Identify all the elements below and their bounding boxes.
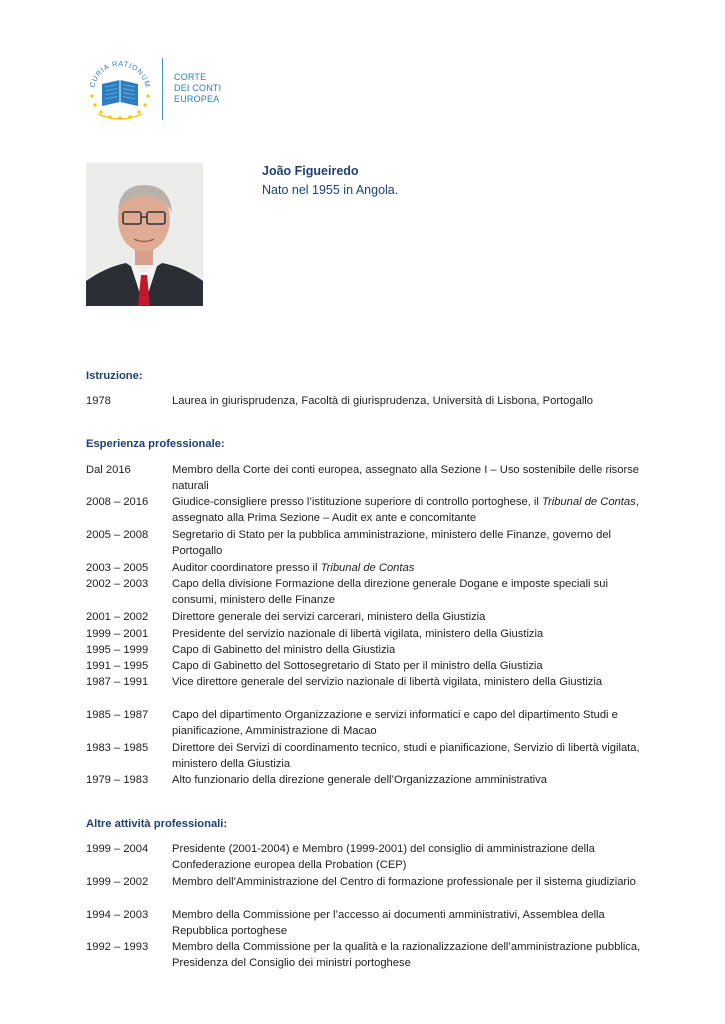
entry-description: Alto funzionario della direzione generale dell’Organizzazione amministrativa [172,774,547,786]
entry-description: Giudice-consigliere presso l’istituzione superiore di controllo portoghese, il Tribunal de Contas, assegnato alla Prima Sezione – Audit ex ante e concomitante [172,496,639,524]
entry-description: Auditor coordinatore presso il Tribunal de Contas [172,562,415,574]
entry-period: 1994 – 2003 [86,909,149,921]
entry-description: Capo del dipartimento Organizzazione e servizi informatici e capo del dipartimento Studi e pianificazione, Amministrazione di Macao [172,709,618,737]
birth-info: Nato nel 1955 in Angola. [262,183,399,197]
entry-period: 1987 – 1991 [86,676,149,688]
person-name: João Figueiredo [262,164,359,178]
entry-period: 2002 – 2003 [86,578,149,590]
logo-wordmark [174,72,221,105]
entry-period: 2001 – 2002 [86,611,149,623]
entry-description: Laurea in giurisprudenza, Facoltà di giurisprudenza, Università di Lisbona, Portogallo [172,395,594,407]
education-heading: Istruzione: [86,370,143,382]
entry-description: Vice direttore generale del servizio nazionale di libertà vigilata, ministero della Giustizia [172,676,603,688]
portrait-photo [86,163,203,306]
entry-description: Membro dell’Amministrazione del Centro di formazione professionale per il sistema giudiziario [172,876,636,888]
logo-ring-text: CURIA RATIONUM [87,58,153,89]
entry-period: 1999 – 2002 [86,876,149,888]
entry-period: 1979 – 1983 [86,774,149,786]
entry-period: 1999 – 2004 [86,843,149,855]
entry-period: 1999 – 2001 [86,628,149,640]
entry-period: 1978 [86,395,111,407]
entry-period: 1985 – 1987 [86,709,149,721]
entry-description: Presidente del servizio nazionale di libertà vigilata, ministero della Giustizia [172,628,544,640]
entry-period: 1983 – 1985 [86,742,149,754]
entry-description: Membro della Commissione per l’accesso ai documenti amministrativi, Assemblea della Repubblica portoghese [172,909,605,937]
logo-divider [162,58,163,120]
entry-period: 1992 – 1993 [86,941,149,953]
entry-period: 2003 – 2005 [86,562,149,574]
entry-description: Presidente (2001-2004) e Membro (1999-2001) del consiglio di amministrazione della Confederazione europea della Probation (CEP) [172,843,595,871]
entry-period: 1991 – 1995 [86,660,149,672]
entry-description: Membro della Commissione per la qualità e la razionalizzazione dell’amministrazione pubblica, Presidenza del Consiglio dei ministri portoghese [172,941,641,969]
entry-description: Direttore dei Servizi di coordinamento tecnico, studi e pianificazione, Servizio di libertà vigilata, ministero della Giustizia [172,742,640,770]
logo-line: EUROPEA [174,94,220,104]
entry-description: Capo di Gabinetto del Sottosegretario di Stato per il ministro della Giustizia [172,660,543,672]
entry-period: Dal 2016 [86,464,131,476]
entry-description: Membro della Corte dei conti europea, assegnato alla Sezione I – Uso sostenibile delle risorse naturali [172,464,640,492]
experience-heading: Esperienza professionale: [86,438,225,450]
entry-description: Capo di Gabinetto del ministro della Giustizia [172,644,396,656]
entry-period: 1995 – 1999 [86,644,149,656]
entry-description: Segretario di Stato per la pubblica amministrazione, ministero delle Finanze, governo del Portogallo [172,529,612,557]
other-activities-heading: Altre attività professionali: [86,818,228,830]
logo-line: CORTE [174,72,207,82]
entry-description: Capo della divisione Formazione della direzione generale Dogane e imposte speciali sui consumi, ministero delle Finanze [172,578,608,606]
entry-description: Direttore generale dei servizi carcerari, ministero della Giustizia [172,611,486,623]
entry-period: 2008 – 2016 [86,496,149,508]
logo-line: DEI CONTI [174,83,222,93]
entry-period: 2005 – 2008 [86,529,149,541]
court-logo [84,52,156,124]
